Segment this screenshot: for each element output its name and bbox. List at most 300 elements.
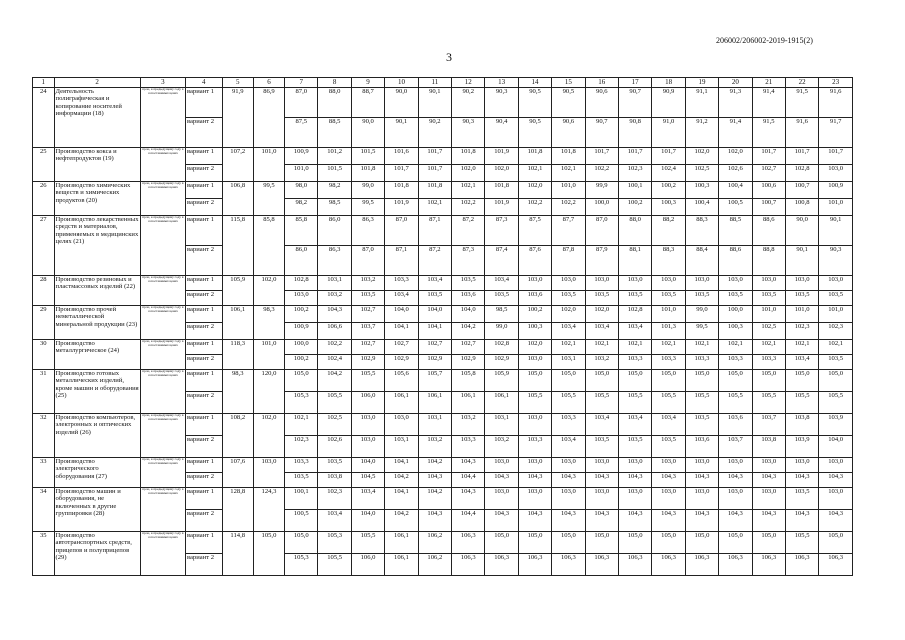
table-cell: проц. к предыдущему году в сопоставимых ценах: [140, 148, 185, 182]
table-cell: 104,3: [785, 510, 818, 532]
table-cell: 91,5: [752, 118, 785, 148]
table-cell: 103,3: [385, 276, 418, 291]
table-cell: 103,5: [585, 291, 618, 306]
table-cell: 88,3: [685, 216, 718, 246]
table-cell: 101,9: [385, 199, 418, 216]
table-cell: 104,1: [418, 323, 451, 340]
table-cell: 100,9: [819, 182, 853, 199]
table-cell: 104,3: [518, 510, 551, 532]
table-cell: 103,0: [585, 458, 618, 473]
table-cell: Производство компьютеров, электронных и оптических изделий (26): [54, 414, 140, 458]
table-row: [33, 458, 853, 473]
table-cell: 90,1: [785, 246, 818, 276]
table-cell: вариант 1: [185, 216, 222, 246]
table-cell: 90,3: [819, 246, 853, 276]
table-cell: 85,8: [285, 216, 318, 246]
table-cell: 120,0: [253, 370, 284, 414]
table-cell: 103,0: [518, 488, 551, 510]
table-cell: 90,1: [418, 88, 451, 118]
table-cell: Производство металлургическое (24): [54, 340, 140, 370]
table-cell: 103,0: [485, 458, 518, 473]
table-cell: 99,5: [253, 182, 284, 216]
table-cell: 102,7: [351, 340, 384, 355]
table-cell: 88,6: [719, 246, 752, 276]
table-cell: 102,7: [385, 340, 418, 355]
table-cell: вариант 2: [185, 355, 222, 370]
table-cell: 103,0: [819, 488, 853, 510]
table-cell: 103,0: [719, 488, 752, 510]
table-cell: 100,2: [652, 182, 685, 199]
table-cell: 105,5: [785, 532, 818, 554]
table-cell: 104,2: [418, 488, 451, 510]
table-cell: 87,4: [485, 246, 518, 276]
table-cell: 103,4: [618, 414, 651, 436]
table-cell: 106,3: [652, 554, 685, 576]
table-cell: 104,3: [685, 510, 718, 532]
table-cell: 90,5: [552, 88, 585, 118]
table-cell: 102,1: [618, 340, 651, 355]
table-cell: 103,5: [752, 291, 785, 306]
table-cell: 100,4: [719, 182, 752, 199]
column-header: 16: [585, 78, 618, 88]
table-cell: 102,0: [719, 148, 752, 165]
table-cell: 103,0: [652, 488, 685, 510]
table-cell: 100,3: [518, 323, 551, 340]
table-cell: 102,8: [285, 276, 318, 291]
table-cell: 100,2: [518, 306, 551, 323]
table-cell: 99,0: [485, 323, 518, 340]
table-cell: 87,9: [585, 246, 618, 276]
table-cell: 105,5: [719, 392, 752, 414]
table-cell: 105,0: [785, 370, 818, 392]
table-cell: 103,0: [585, 488, 618, 510]
table-cell: 98,0: [285, 182, 318, 199]
table-cell: 105,0: [652, 532, 685, 554]
table-cell: 102,9: [418, 355, 451, 370]
table-cell: 104,3: [452, 458, 485, 473]
table-cell: 128,8: [222, 488, 253, 532]
table-cell: 90,7: [585, 118, 618, 148]
table-cell: 103,3: [618, 355, 651, 370]
table-cell: 104,3: [618, 473, 651, 488]
table-cell: 102,1: [452, 182, 485, 199]
column-header: 9: [351, 78, 384, 88]
table-cell: 90,6: [552, 118, 585, 148]
table-cell: 103,8: [752, 436, 785, 458]
table-cell: 101,7: [819, 148, 853, 165]
table-cell: 103,5: [785, 291, 818, 306]
table-cell: 101,8: [418, 182, 451, 199]
table-cell: 101,0: [819, 306, 853, 323]
table-cell: 104,3: [552, 473, 585, 488]
table-cell: 91,7: [819, 118, 853, 148]
table-cell: 99,5: [685, 323, 718, 340]
table-cell: 103,0: [552, 458, 585, 473]
table-cell: 105,8: [452, 370, 485, 392]
table-cell: 88,5: [719, 216, 752, 246]
table-cell: 103,6: [518, 291, 551, 306]
table-cell: 87,1: [385, 246, 418, 276]
table-cell: 104,1: [385, 323, 418, 340]
table-cell: 104,3: [618, 510, 651, 532]
table-cell: 88,3: [652, 246, 685, 276]
table-cell: вариант 1: [185, 414, 222, 436]
table-cell: Производство электрического оборудования (27): [54, 458, 140, 488]
table-cell: 90,6: [585, 88, 618, 118]
table-cell: 87,0: [285, 88, 318, 118]
table-cell: 105,5: [618, 392, 651, 414]
table-cell: 105,0: [518, 532, 551, 554]
table-cell: 90,3: [485, 88, 518, 118]
table-cell: 103,4: [552, 323, 585, 340]
table-cell: 100,1: [618, 182, 651, 199]
table-cell: 100,9: [285, 148, 318, 165]
table-cell: 104,3: [552, 510, 585, 532]
table-cell: 105,7: [418, 370, 451, 392]
table-cell: 103,0: [518, 355, 551, 370]
table-cell: 32: [33, 414, 55, 458]
table-cell: 102,3: [618, 165, 651, 182]
table-cell: 103,8: [318, 473, 351, 488]
table-cell: 25: [33, 148, 55, 182]
column-header: 1: [33, 78, 55, 88]
table-cell: проц. к предыдущему году в сопоставимых ценах: [140, 458, 185, 488]
table-cell: 107,2: [222, 148, 253, 182]
table-cell: 102,3: [785, 323, 818, 340]
table-cell: 115,8: [222, 216, 253, 276]
table-row: [33, 306, 853, 323]
table-cell: 103,2: [318, 291, 351, 306]
table-cell: 105,0: [685, 532, 718, 554]
table-cell: 102,0: [552, 306, 585, 323]
table-cell: 103,5: [618, 291, 651, 306]
table-cell: 102,0: [518, 340, 551, 355]
table-cell: 100,0: [585, 199, 618, 216]
table-cell: 100,3: [652, 199, 685, 216]
table-cell: 100,2: [618, 199, 651, 216]
table-cell: 102,9: [385, 355, 418, 370]
table-cell: 105,9: [485, 370, 518, 392]
table-cell: 105,5: [652, 392, 685, 414]
table-cell: 105,0: [585, 370, 618, 392]
table-cell: 105,6: [385, 370, 418, 392]
table-cell: 86,3: [351, 216, 384, 246]
table-cell: 103,9: [819, 414, 853, 436]
table-cell: Деятельность полиграфическая и копирование носителей информации (18): [54, 88, 140, 148]
table-cell: 34: [33, 488, 55, 532]
table-row: [33, 276, 853, 291]
table-cell: Производство машин и оборудования, не включенных в другие группировки (28): [54, 488, 140, 532]
table-cell: 103,4: [418, 276, 451, 291]
table-row: [33, 488, 853, 510]
table-cell: 102,1: [552, 340, 585, 355]
table-cell: 104,3: [819, 510, 853, 532]
table-cell: 100,5: [285, 510, 318, 532]
table-cell: 102,1: [752, 340, 785, 355]
table-cell: 102,1: [685, 340, 718, 355]
table-cell: вариант 2: [185, 554, 222, 576]
table-row: [33, 532, 853, 554]
table-cell: 103,0: [518, 414, 551, 436]
table-cell: 106,2: [418, 554, 451, 576]
table-cell: 106,3: [452, 532, 485, 554]
table-cell: 103,1: [552, 355, 585, 370]
table-cell: 124,3: [253, 488, 284, 532]
table-cell: 27: [33, 216, 55, 276]
table-cell: вариант 1: [185, 340, 222, 355]
table-cell: 103,2: [585, 355, 618, 370]
table-cell: 100,0: [719, 306, 752, 323]
table-cell: 35: [33, 532, 55, 576]
table-cell: 103,5: [819, 291, 853, 306]
table-cell: проц. к предыдущему году в сопоставимых ценах: [140, 532, 185, 576]
table-header: [33, 78, 853, 88]
table-cell: 103,0: [685, 488, 718, 510]
table-cell: 90,1: [385, 118, 418, 148]
table-cell: 102,0: [452, 165, 485, 182]
table-cell: 106,3: [485, 554, 518, 576]
table-cell: 105,0: [285, 370, 318, 392]
table-cell: 90,3: [452, 118, 485, 148]
table-cell: 103,5: [819, 355, 853, 370]
table-cell: 105,5: [752, 392, 785, 414]
table-cell: 88,1: [618, 246, 651, 276]
table-cell: 103,0: [552, 488, 585, 510]
table-cell: 105,0: [752, 370, 785, 392]
table-cell: 105,0: [685, 370, 718, 392]
table-cell: 101,7: [418, 165, 451, 182]
table-cell: 24: [33, 88, 55, 148]
table-cell: 86,0: [318, 216, 351, 246]
table-cell: 86,0: [285, 246, 318, 276]
table-cell: 91,4: [752, 88, 785, 118]
table-cell: 99,5: [351, 199, 384, 216]
table-cell: 103,0: [785, 276, 818, 291]
table-cell: 87,0: [385, 216, 418, 246]
table-cell: 103,0: [618, 458, 651, 473]
table-cell: 102,0: [253, 276, 284, 306]
table-cell: 100,8: [785, 199, 818, 216]
table-cell: 103,6: [685, 436, 718, 458]
table-cell: 102,5: [752, 323, 785, 340]
table-row: [33, 216, 853, 246]
column-header: 3: [140, 78, 185, 88]
table-cell: 106,1: [222, 306, 253, 340]
table-cell: проц. к предыдущему году в сопоставимых ценах: [140, 340, 185, 370]
table-cell: 105,0: [719, 370, 752, 392]
table-cell: 105,0: [819, 532, 853, 554]
table-cell: 103,3: [752, 355, 785, 370]
table-cell: 104,1: [385, 458, 418, 473]
table-cell: вариант 2: [185, 323, 222, 340]
table-cell: 87,5: [518, 216, 551, 246]
column-header: 23: [819, 78, 853, 88]
table-cell: 102,1: [719, 340, 752, 355]
table-cell: Производство химических веществ и химических продуктов (20): [54, 182, 140, 216]
table-cell: 105,5: [518, 392, 551, 414]
table-cell: 102,5: [685, 165, 718, 182]
table-cell: 90,0: [385, 88, 418, 118]
table-cell: 101,7: [752, 148, 785, 165]
table-cell: 102,8: [485, 340, 518, 355]
table-cell: 104,3: [752, 473, 785, 488]
forecast-table: [32, 77, 853, 576]
table-cell: 103,0: [351, 414, 384, 436]
table-cell: 105,0: [518, 370, 551, 392]
table-cell: 102,1: [518, 165, 551, 182]
table-cell: 98,3: [253, 306, 284, 340]
table-cell: 98,5: [485, 306, 518, 323]
table-cell: 103,3: [719, 355, 752, 370]
table-cell: 104,3: [518, 473, 551, 488]
table-cell: 102,0: [685, 148, 718, 165]
table-cell: 103,4: [652, 414, 685, 436]
table-cell: 102,1: [585, 340, 618, 355]
table-cell: 90,5: [518, 88, 551, 118]
table-cell: Производство резиновых и пластмассовых изделий (22): [54, 276, 140, 306]
column-header: 5: [222, 78, 253, 88]
table-cell: вариант 1: [185, 276, 222, 291]
table-cell: 106,2: [418, 532, 451, 554]
table-row: [33, 370, 853, 392]
table-cell: 100,5: [719, 199, 752, 216]
table-cell: 91,9: [222, 88, 253, 148]
table-cell: 101,7: [618, 148, 651, 165]
table-cell: 105,3: [318, 532, 351, 554]
table-cell: 104,3: [585, 473, 618, 488]
table-cell: Производство готовых металлических изделий, кроме машин и оборудования (25): [54, 370, 140, 414]
table-cell: 104,2: [385, 473, 418, 488]
table-cell: 103,4: [485, 276, 518, 291]
table-cell: 103,0: [719, 458, 752, 473]
table-cell: 103,4: [618, 323, 651, 340]
table-cell: 99,0: [351, 182, 384, 199]
table-cell: 103,0: [785, 458, 818, 473]
table-cell: 103,3: [685, 355, 718, 370]
table-cell: 102,1: [652, 340, 685, 355]
table-cell: 101,8: [385, 182, 418, 199]
table-cell: 91,6: [785, 118, 818, 148]
table-cell: 87,6: [518, 246, 551, 276]
column-header: 18: [652, 78, 685, 88]
table-cell: 107,6: [222, 458, 253, 488]
table-cell: 104,3: [752, 510, 785, 532]
table-cell: 103,0: [253, 458, 284, 488]
table-cell: 104,1: [385, 488, 418, 510]
column-header: 12: [452, 78, 485, 88]
table-cell: 103,2: [452, 414, 485, 436]
table-cell: 100,2: [285, 355, 318, 370]
table-row: [33, 414, 853, 436]
table-cell: 103,0: [585, 276, 618, 291]
table-cell: 103,0: [752, 488, 785, 510]
table-cell: 86,9: [253, 88, 284, 148]
table-cell: 88,7: [351, 88, 384, 118]
table-cell: 105,5: [685, 392, 718, 414]
table-cell: 102,1: [819, 340, 853, 355]
column-header: 10: [385, 78, 418, 88]
table-cell: 103,0: [819, 276, 853, 291]
table-cell: 102,9: [452, 355, 485, 370]
table-cell: 104,2: [452, 323, 485, 340]
table-cell: 102,7: [351, 306, 384, 323]
table-row: [33, 148, 853, 165]
table-cell: 91,3: [719, 88, 752, 118]
table-cell: 103,5: [585, 436, 618, 458]
table-cell: 103,0: [518, 458, 551, 473]
table-cell: вариант 1: [185, 88, 222, 118]
table-cell: 103,3: [285, 458, 318, 473]
table-cell: 87,7: [552, 216, 585, 246]
table-cell: 103,5: [685, 414, 718, 436]
table-cell: 104,0: [385, 306, 418, 323]
table-cell: 101,7: [418, 148, 451, 165]
table-row: [33, 182, 853, 199]
table-cell: 103,0: [351, 436, 384, 458]
table-cell: 101,9: [485, 199, 518, 216]
table-cell: проц. к предыдущему году в сопоставимых ценах: [140, 216, 185, 276]
table-cell: 98,2: [285, 199, 318, 216]
table-cell: 103,4: [785, 355, 818, 370]
table-cell: 104,2: [418, 458, 451, 473]
table-cell: 87,1: [418, 216, 451, 246]
table-cell: 102,2: [318, 340, 351, 355]
table-cell: 106,1: [385, 532, 418, 554]
table-cell: 103,3: [518, 436, 551, 458]
table-cell: 108,2: [222, 414, 253, 458]
table-cell: 88,0: [618, 216, 651, 246]
table-cell: 103,0: [752, 276, 785, 291]
table-cell: 105,5: [819, 392, 853, 414]
table-cell: 102,1: [552, 165, 585, 182]
table-cell: 90,7: [618, 88, 651, 118]
column-header: 14: [518, 78, 551, 88]
table-cell: 98,5: [318, 199, 351, 216]
table-cell: 90,0: [785, 216, 818, 246]
table-cell: проц. к предыдущему году в сопоставимых ценах: [140, 370, 185, 414]
table-cell: 102,0: [253, 414, 284, 458]
table-cell: 103,0: [385, 414, 418, 436]
table-cell: 91,1: [685, 88, 718, 118]
table-cell: 106,3: [452, 554, 485, 576]
table-cell: 101,8: [485, 182, 518, 199]
table-cell: 90,8: [618, 118, 651, 148]
table-cell: 101,7: [385, 165, 418, 182]
table-cell: 104,2: [385, 510, 418, 532]
table-cell: 103,7: [351, 323, 384, 340]
table-cell: 91,5: [785, 88, 818, 118]
table-cell: вариант 1: [185, 488, 222, 510]
table-cell: 103,8: [785, 414, 818, 436]
table-cell: вариант 2: [185, 246, 222, 276]
table-cell: 90,2: [418, 118, 451, 148]
table-cell: 106,3: [819, 554, 853, 576]
table-cell: 28: [33, 276, 55, 306]
table-cell: 104,3: [685, 473, 718, 488]
table-cell: 105,5: [585, 392, 618, 414]
table-cell: 104,0: [452, 306, 485, 323]
table-cell: 102,4: [318, 355, 351, 370]
table-cell: 103,4: [351, 488, 384, 510]
table-cell: 88,4: [685, 246, 718, 276]
table-cell: 101,8: [452, 148, 485, 165]
table-cell: 103,0: [618, 488, 651, 510]
table-cell: 103,7: [752, 414, 785, 436]
table-cell: 103,3: [452, 436, 485, 458]
table-cell: вариант 2: [185, 436, 222, 458]
table-cell: 87,0: [585, 216, 618, 246]
table-cell: 104,3: [452, 488, 485, 510]
